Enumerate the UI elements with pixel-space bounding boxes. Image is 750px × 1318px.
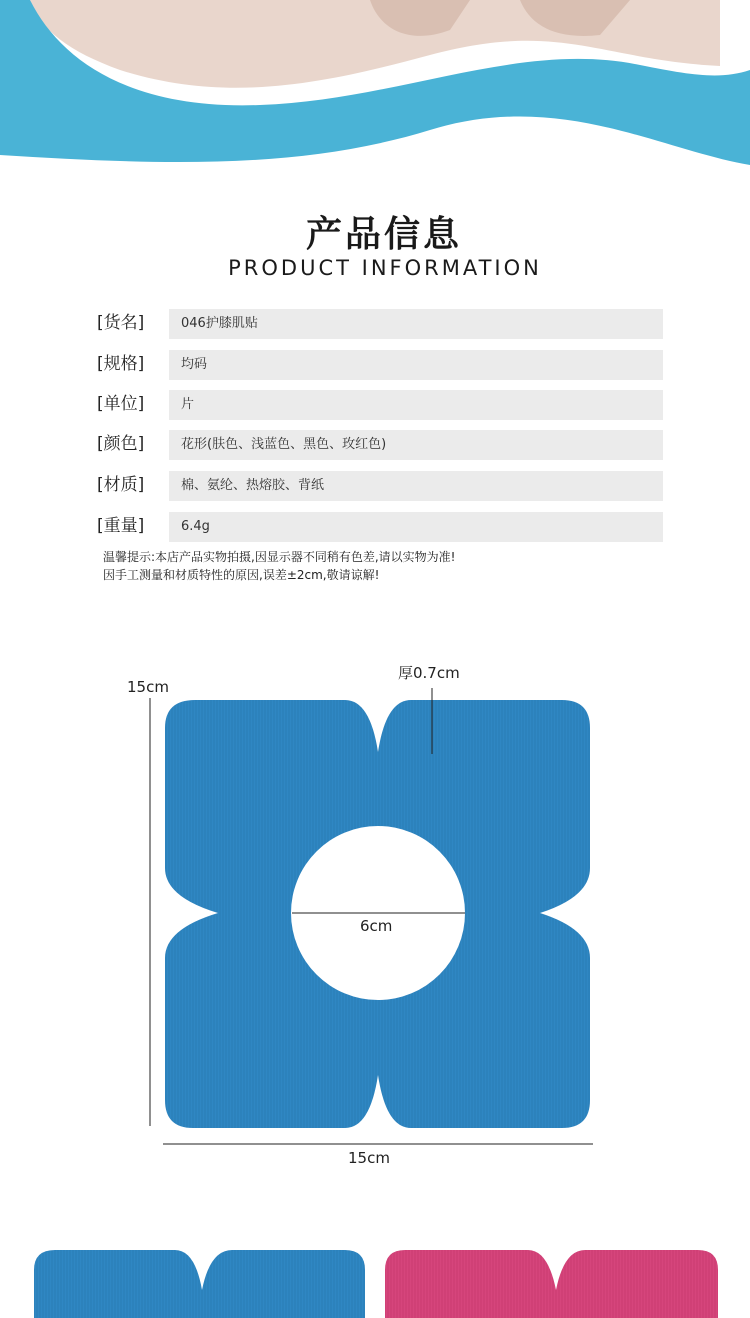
spec-value-box (169, 430, 663, 460)
spec-row-material (97, 471, 663, 501)
color-variant-previews (0, 1230, 750, 1318)
spec-row-weight (97, 512, 663, 542)
spec-value: 棉、氨纶、热熔胶、背纸 (181, 478, 325, 493)
spec-label: [规格] (97, 354, 145, 374)
spec-value: 6.4g (181, 519, 210, 534)
note-line: 温馨提示:本店产品实物拍摄,因显示器不同稍有色差,请以实物为准! (103, 550, 456, 564)
spec-row-name (97, 309, 663, 339)
section-title-en: PRODUCT INFORMATION (228, 256, 542, 280)
thickness-label: 厚0.7cm (398, 664, 460, 682)
spec-label: [单位] (97, 394, 145, 414)
spec-row-unit (97, 390, 663, 420)
blue-patch-preview (34, 1250, 365, 1318)
spec-value-box (169, 309, 663, 339)
width-label: 15cm (348, 1149, 390, 1167)
spec-label: [货名] (97, 313, 145, 333)
spec-row-color (97, 430, 663, 460)
spec-value-box (169, 512, 663, 542)
spec-value: 046护膝肌贴 (181, 316, 258, 331)
spec-label: [颜色] (97, 434, 145, 454)
pink-patch-preview (385, 1250, 718, 1318)
spec-value: 均码 (181, 357, 208, 372)
spec-value-box (169, 471, 663, 501)
knee-patch-shape (165, 700, 590, 1128)
spec-label: [重量] (97, 516, 145, 536)
top-banner-image (0, 0, 750, 180)
section-title-cn: 产品信息 (305, 214, 462, 255)
spec-value-box (169, 390, 663, 420)
note-line: 因手工测量和材质特性的原因,误差±2cm,敬请谅解! (103, 568, 380, 582)
spec-label: [材质] (97, 475, 145, 495)
spec-value-box (169, 350, 663, 380)
size-diagram (0, 640, 750, 1200)
spec-row-size (97, 350, 663, 380)
height-label: 15cm (127, 678, 169, 696)
hole-label: 6cm (360, 917, 393, 935)
spec-value: 片 (181, 397, 195, 412)
spec-value: 花形(肤色、浅蓝色、黑色、玫红色) (181, 437, 387, 452)
